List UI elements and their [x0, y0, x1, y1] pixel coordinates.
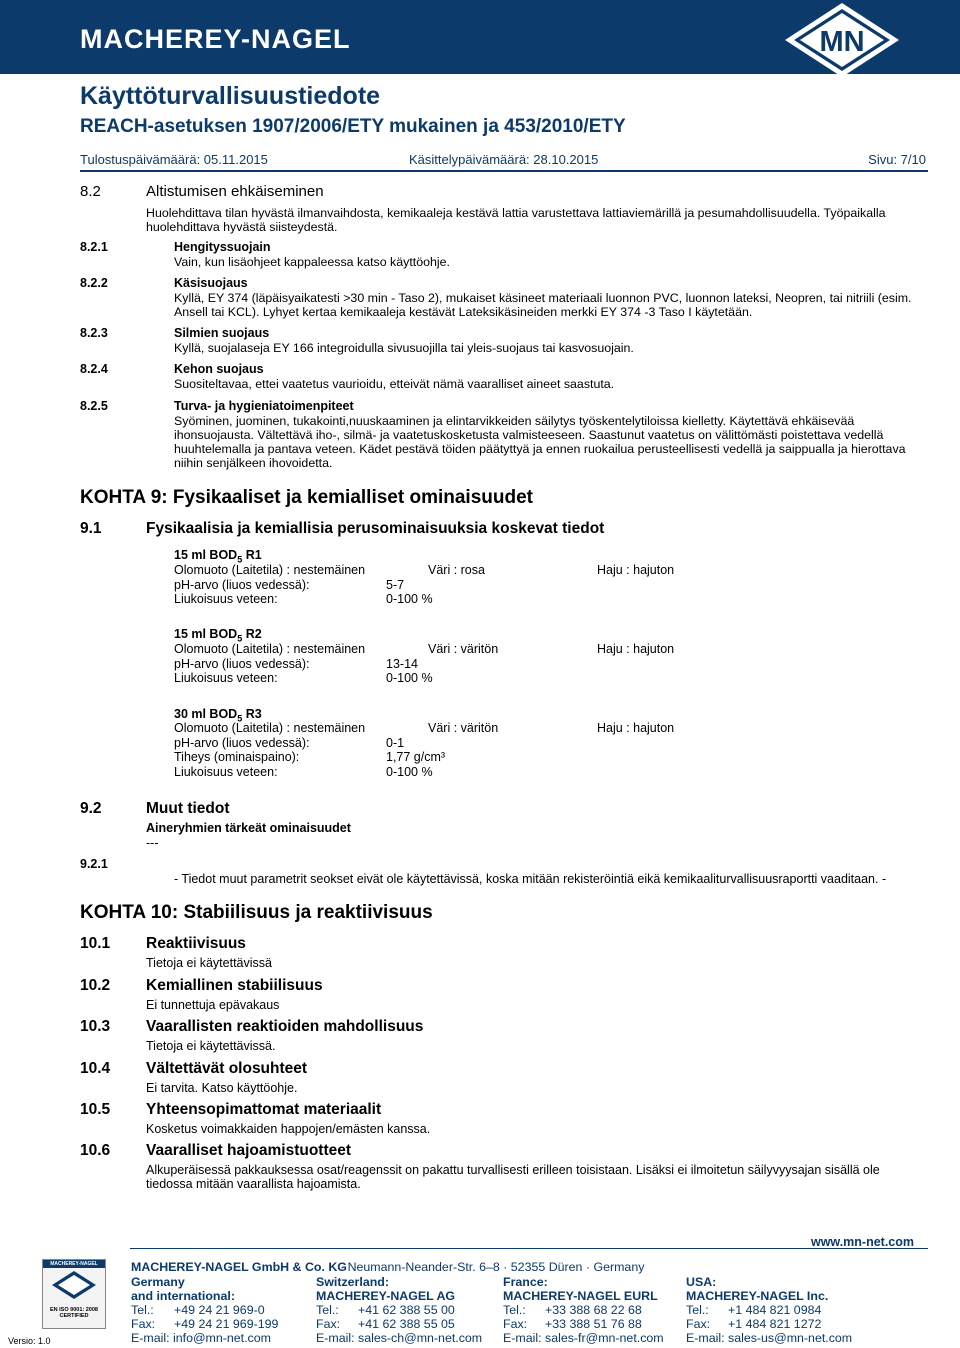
email-link[interactable]: E-mail: sales-ch@mn-net.com: [316, 1331, 483, 1345]
version-label: Versio: 1.0: [8, 1336, 51, 1346]
page-number: Sivu: 7/10: [868, 152, 926, 167]
prop-value: 13-14: [386, 657, 418, 671]
email-link[interactable]: E-mail: sales-us@mn-net.com: [686, 1331, 853, 1345]
fax-number: +41 62 388 55 05: [358, 1317, 455, 1331]
section-title: Yhteensopimattomat materiaalit: [146, 1101, 382, 1118]
footer-divider: [130, 1248, 928, 1249]
iso-certificate-badge: [42, 1259, 106, 1329]
footer-col-subheading: MACHEREY-NAGEL AG: [316, 1289, 456, 1303]
section-title: Fysikaalisia ja kemiallisia perusominaisuuksia koskevat tiedot: [146, 520, 605, 537]
prop-label: pH-arvo (liuos vedessä):: [174, 578, 310, 592]
tel-number: +1 484 821 0984: [728, 1303, 822, 1317]
section-title: Reaktiivisuus: [146, 935, 246, 952]
subsection-text: Kyllä, suojalaseja EY 166 integroidulla sivusuojilla tai yleis-suojaus tai kasvosuojain.: [174, 341, 634, 355]
section-number: 8.2: [80, 183, 101, 200]
section-text: Huolehdittava tilan hyvästä ilmanvaihdosta, kemikaaleja kestävä lattia varustettava lattiaviemärillä ja pesumahdollisuudella. Työpaikalla huolehdittava hyvästä siisteydestä.: [146, 206, 886, 234]
prop-value: 0-100 %: [386, 671, 433, 685]
section-number: 10.5: [80, 1101, 111, 1118]
cert-label: CERTIFIED: [59, 1313, 89, 1319]
prop-label: Liukoisuus veteen:: [174, 671, 278, 685]
subsection-text: Vain, kun lisäohjeet kappaleessa katso käyttöohje.: [174, 255, 450, 269]
subsection-text: - Tiedot muut parametrit seokset eivät ole käytettävissä, koska mitään rekisteröintiä eikä kemikaaliturvallisuusraportti vaaditaan. -: [174, 872, 887, 886]
subsection-number: 8.2.1: [80, 240, 108, 254]
prop-label: pH-arvo (liuos vedessä):: [174, 657, 310, 671]
section-title: Vaaralliset hajoamistuotteet: [146, 1142, 352, 1159]
section-text: Tietoja ei käytettävissä.: [146, 1039, 276, 1053]
subsection-title: Silmien suojaus: [174, 326, 270, 340]
section-number: 9.2: [80, 800, 102, 817]
product-form: Olomuoto (Laitetila) : nestemäinen: [174, 642, 366, 656]
footer-col-heading: Germany: [131, 1275, 185, 1289]
prop-value: 5-7: [386, 578, 405, 592]
fax-number: +1 484 821 1272: [728, 1317, 822, 1331]
fax-label: Fax:: [316, 1317, 341, 1331]
subsection-number: 8.2.4: [80, 362, 108, 376]
subsection-number: 8.2.3: [80, 326, 108, 340]
footer-company: MACHEREY-NAGEL GmbH & Co. KG: [131, 1260, 347, 1274]
section-number: 10.3: [80, 1018, 111, 1035]
footer-col-heading: USA:: [686, 1275, 717, 1289]
section-title: Muut tiedot: [146, 800, 230, 817]
section-number: 10.4: [80, 1060, 111, 1077]
section-text: Ei tunnettuja epävakaus: [146, 998, 280, 1012]
subsection-title: Hengityssuojain: [174, 240, 271, 254]
subsection-text: Syöminen, juominen, tukakointi,nuuskaaminen ja elintarvikkeiden säilytys työskentelytiloissa kielletty. Käytettävä ehkäisevää ihonsuojausta. Vältettävä iho-, silmä- ja vaatetuskosketusta valmisteeseen. Saastunut vaatetus on välittömästi poistettava vedellä huuhtelemalla ja pantava veteen. Kädet pestävä töiden päätyttyä ja ennen ruokailua perusteellisesti vedellä ja saippualla ja hierottava niihin senjälkeen ihovoidetta.: [174, 414, 906, 470]
subsection-text: Suositeltavaa, ettei vaatetus vaurioidu, etteivät nämä vaaralliset aineet saastuta.: [174, 377, 615, 391]
product-name: 15 ml $BOD_5$ R1: [174, 548, 262, 565]
section-text: Kosketus voimakkaiden happojen/emästen kanssa.: [146, 1122, 431, 1136]
kohta9-title: KOHTA 9: Fysikaaliset ja kemialliset ominaisuudet: [80, 487, 533, 508]
footer-address: · Neumann-Neander-Str. 6–8 · 52355 Düren · Germany: [340, 1260, 645, 1274]
subsection-title: Turva- ja hygieniatoimenpiteet: [174, 399, 354, 413]
prop-value: 0-1: [386, 736, 405, 750]
product-name: 30 ml $BOD_5$ R3: [174, 707, 262, 724]
section-text: Tietoja ei käytettävissä: [146, 956, 272, 970]
prop-value: 1,77 g/cm³: [386, 750, 446, 764]
tel-number: +49 24 21 969-0: [174, 1303, 265, 1317]
product-color: Väri : väritön: [428, 642, 499, 656]
product-form: Olomuoto (Laitetila) : nestemäinen: [174, 563, 366, 577]
footer-col-subheading: MACHEREY-NAGEL EURL: [503, 1289, 658, 1303]
subsection-number: 8.2.5: [80, 399, 108, 413]
logo-text: MN: [819, 26, 865, 58]
cert-brand: MACHEREY-NAGEL: [43, 1260, 105, 1268]
prop-label: Liukoisuus veteen:: [174, 592, 278, 606]
subsection-number: 9.2.1: [80, 857, 108, 871]
fax-number: +33 388 51 76 88: [545, 1317, 642, 1331]
tel-label: Tel.:: [686, 1303, 709, 1317]
tel-label: Tel.:: [503, 1303, 526, 1317]
fax-number: +49 24 21 969-199: [174, 1317, 279, 1331]
subsection-title: Kehon suojaus: [174, 362, 264, 376]
product-odor: Haju : hajuton: [597, 642, 675, 656]
subsection-title: Käsisuojaus: [174, 276, 248, 290]
mn-logo-icon: [778, 0, 906, 80]
email-link[interactable]: E-mail: sales-fr@mn-net.com: [503, 1331, 664, 1345]
tel-number: +41 62 388 55 00: [358, 1303, 455, 1317]
tel-number: +33 388 68 22 68: [545, 1303, 642, 1317]
product-odor: Haju : hajuton: [597, 563, 675, 577]
footer-col-heading: Switzerland:: [316, 1275, 389, 1289]
subsection-number: 8.2.2: [80, 276, 108, 290]
section-text: Ei tarvita. Katso käyttöohje.: [146, 1081, 298, 1095]
tel-label: Tel.:: [316, 1303, 339, 1317]
placeholder-dash: ---: [146, 836, 159, 850]
mn-logo-icon: [43, 1268, 105, 1302]
section-number: 10.6: [80, 1142, 111, 1159]
section-title: Vältettävät olosuhteet: [146, 1060, 308, 1077]
product-name: 15 ml $BOD_5$ R2: [174, 627, 262, 644]
footer-col-subheading: MACHEREY-NAGEL Inc.: [686, 1289, 829, 1303]
footer-col-subheading: and international:: [131, 1289, 235, 1303]
section-title: Vaarallisten reaktioiden mahdollisuus: [146, 1018, 424, 1035]
prop-value: 0-100 %: [386, 592, 433, 606]
prop-label: pH-arvo (liuos vedessä):: [174, 736, 310, 750]
email-link[interactable]: E-mail: info@mn-net.com: [131, 1331, 271, 1345]
fax-label: Fax:: [131, 1317, 156, 1331]
subsection-text: Kyllä, EY 374 (läpäisyaikatesti >30 min - Taso 2), mukaiset käsineet materiaali luonnon PVC, luonnon lateksi, Neopren, tai nitriili (esim. Ansell tai KCL). Lyhyet kertaa kemikaaleja kestävät Lateksikäsineiden merkki EY 374 -3 Taso I käytetään.: [174, 291, 912, 319]
processing-date: Käsittelypäivämäärä: 28.10.2015: [409, 152, 599, 167]
document-title: Käyttöturvallisuustiedote: [80, 82, 381, 110]
prop-label: Tiheys (ominaispaino):: [174, 750, 300, 764]
fax-label: Fax:: [503, 1317, 528, 1331]
prop-value: 0-100 %: [386, 765, 433, 779]
product-odor: Haju : hajuton: [597, 721, 675, 735]
header-divider: [80, 170, 928, 172]
section-number: 9.1: [80, 520, 102, 537]
subsection-title: Aineryhmien tärkeät ominaisuudet: [146, 821, 351, 835]
prop-label: Liukoisuus veteen:: [174, 765, 278, 779]
section-number: 10.1: [80, 935, 111, 952]
product-color: Väri : väritön: [428, 721, 499, 735]
section-title: Kemiallinen stabiilisuus: [146, 977, 323, 994]
product-color: Väri : rosa: [428, 563, 485, 577]
fax-label: Fax:: [686, 1317, 711, 1331]
footer-col-heading: France:: [503, 1275, 548, 1289]
tel-label: Tel.:: [131, 1303, 154, 1317]
kohta10-title: KOHTA 10: Stabiilisuus ja reaktiivisuus: [80, 902, 433, 923]
print-date: Tulostuspäivämäärä: 05.11.2015: [80, 152, 268, 167]
section-title: Altistumisen ehkäiseminen: [146, 183, 324, 200]
section-number: 10.2: [80, 977, 111, 994]
cert-iso: EN ISO 9001: 2008: [49, 1307, 98, 1313]
website-link[interactable]: www.mn-net.com: [810, 1235, 914, 1249]
brand-name: MACHEREY-NAGEL: [80, 24, 351, 54]
section-text: Alkuperäisessä pakkauksessa osat/reagenssit on pakattu turvallisesti erilleen toisistaan. Lisäksi ei ilmoitetun säilyvyysajan sisällä ole tiedossa mitään vaarallista hajoamista.: [146, 1163, 880, 1191]
product-form: Olomuoto (Laitetila) : nestemäinen: [174, 721, 366, 735]
document-subtitle: REACH-asetuksen 1907/2006/ETY mukainen ja 453/2010/ETY: [80, 116, 626, 137]
